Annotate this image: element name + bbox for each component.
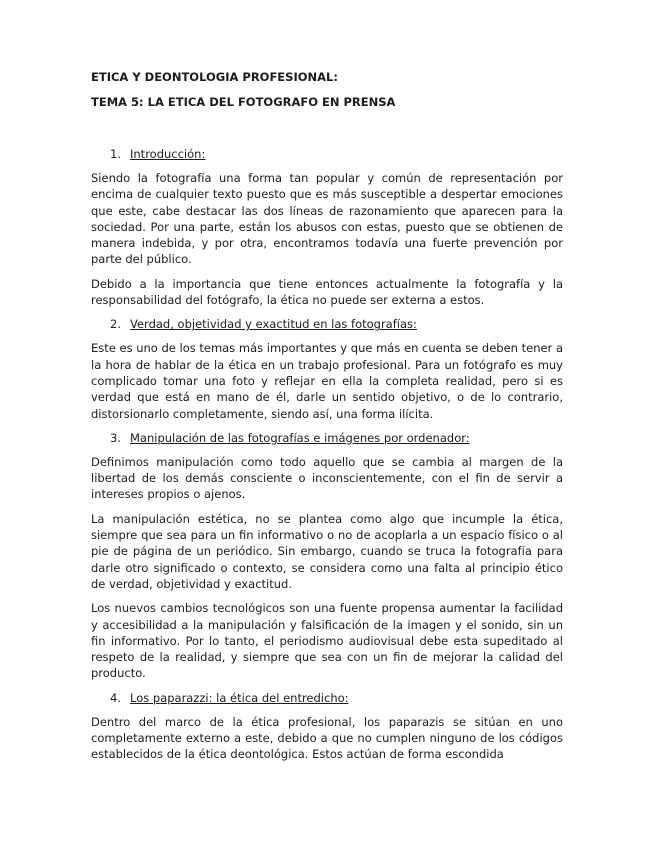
- section-number: 2.: [110, 317, 121, 332]
- section-title: Verdad, objetividad y exactitud en las fotografías:: [130, 317, 417, 332]
- paragraph: Los nuevos cambios tecnológicos son una fuente propensa aumentar la facilidad y accesibilidad a la manipulación y falsificación de la imagen y el sonido, sin un fin informativo. Por lo tanto, el periodismo audiovisual debe esta supeditado al respeto de la realidad, y siempre que sea con un fin de mejorar la calidad del producto.: [91, 601, 563, 681]
- section-title: Introducción:: [130, 147, 206, 161]
- section-number: 4.: [110, 690, 121, 705]
- paragraph: Debido a la importancia que tiene entonces actualmente la fotografía y la responsabilidad del fotógrafo, la ética no puede ser externa a estos.: [91, 276, 563, 308]
- document-subtitle: TEMA 5: LA ETICA DEL FOTOGRAFO EN PRENSA: [91, 95, 396, 109]
- paragraph: Definimos manipulación como todo aquello que se cambia al margen de la libertad de los demás consciente o inconscientemente, con el fin de servir a intereses propios o ajenos.: [91, 454, 563, 502]
- paragraph: Siendo la fotografía una forma tan popular y común de representación por encima de cualquier texto puesto que es más susceptible a despertar emociones que este, cabe destacar las dos líneas de razonamiento que aparecen para la sociedad. Por una parte, están los abusos con estas, puesto que se obtienen de manera indebida, y por otra, encontramos todavía una fuerte prevención por parte del público.: [91, 171, 563, 267]
- document-title: ETICA Y DEONTOLOGIA PROFESIONAL:: [91, 70, 338, 84]
- section-heading-2: [110, 316, 563, 332]
- section-heading-4: [110, 690, 563, 706]
- section-heading-3: [110, 430, 563, 446]
- section-number: 3.: [110, 430, 121, 445]
- paragraph: Este es uno de los temas más importantes y que más en cuenta se deben tener a la hora de hablar de la ética en un trabajo profesional. Para un fotógrafo es muy complicado tomar una foto y reflejar en ella la completa realidad, pero si es verdad que está en mano de él, darle un sentido objetivo, o de lo contrario, distorsionarlo completamente, siendo así, una forma ilícita.: [91, 341, 563, 421]
- paragraph: Dentro del marco de la ética profesional, los paparazis se sitúan en uno completamente externo a este, debido a que no cumplen ninguno de los códigos establecidos de la ética deontológica. Estos actúan de forma escondida: [91, 714, 563, 762]
- section-number: 1.: [110, 147, 121, 161]
- section-title: Los paparazzi: la ética del entredicho:: [130, 690, 349, 705]
- section-heading-1: [110, 146, 563, 162]
- section-title: Manipulación de las fotografías e imágenes por ordenador:: [130, 430, 470, 445]
- paragraph: La manipulación estética, no se plantea como algo que incumple la ética, siempre que sea para un fin informativo o no de acoplarla a un espacio físico o al pie de página de un periódico. Sin embargo, cuando se truca la fotografía para darle otro significado o contexto, se considera como una falta al principio ético de verdad, objetividad y exactitud.: [91, 511, 563, 591]
- document-body: [91, 70, 563, 771]
